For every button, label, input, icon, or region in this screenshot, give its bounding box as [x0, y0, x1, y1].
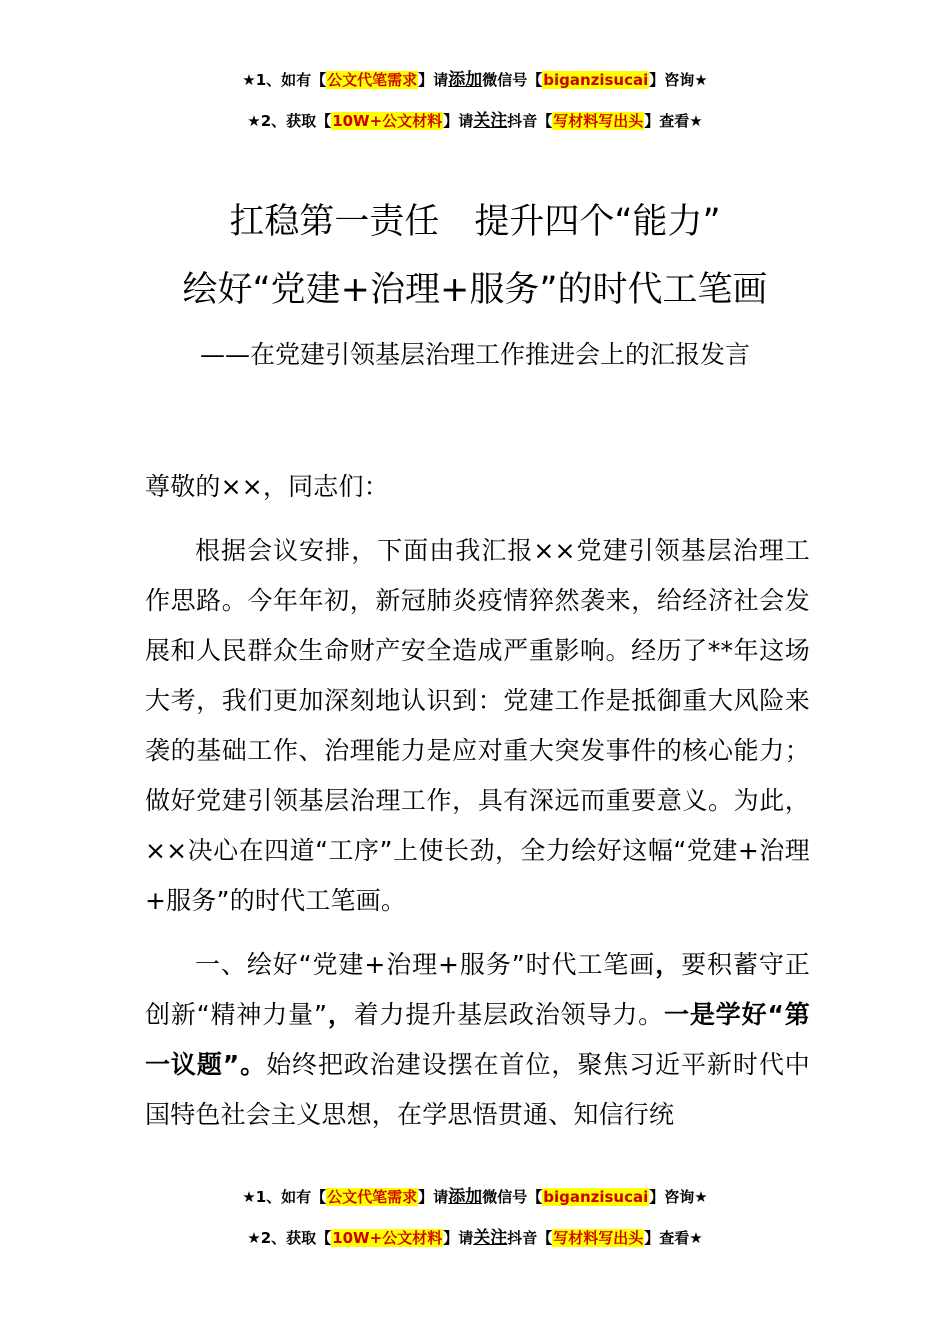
- bold-comma: ，: [327, 1000, 354, 1029]
- paragraph-2-text: 始终把政治建设摆在首位，聚焦习近平新时代中国特色社会主义思想，在学思悟贯通、知信行统: [145, 1050, 810, 1129]
- salutation: 尊敬的××，同志们：: [145, 472, 389, 501]
- banner-wechat-id: biganzisucai: [543, 1188, 649, 1206]
- bottom-banner-line-2: [0, 1228, 950, 1248]
- bold-point-1: 一是学好“第一议题”。: [145, 1000, 810, 1079]
- banner-text: 抖音【: [507, 1229, 553, 1247]
- banner-highlight: 公文代笔需求: [327, 71, 418, 89]
- banner-text: 】请: [418, 1188, 449, 1206]
- banner-highlight: 写材料写出头: [553, 112, 644, 130]
- banner-text: 】请: [418, 71, 449, 89]
- banner-highlight: 10W+公文材料: [332, 112, 443, 130]
- banner-text: 抖音【: [507, 112, 553, 130]
- banner-underline: 关注: [473, 1228, 508, 1248]
- document-title-line-1: 扛稳第一责任 提升四个“能力”: [229, 202, 721, 242]
- paragraph-2-text: 要积蓄守正创新“精神力量”: [145, 950, 810, 1029]
- banner-text: 微信号【: [482, 71, 543, 89]
- banner-text: 】咨询★: [649, 71, 708, 89]
- banner-text: ★2、获取【: [247, 1229, 332, 1247]
- banner-text: 】咨询★: [649, 1188, 708, 1206]
- document-subtitle: ——在党建引领基层治理工作推进会上的汇报发言: [199, 340, 750, 369]
- top-banner-line-2: [0, 111, 950, 131]
- banner-wechat-id: biganzisucai: [543, 71, 649, 89]
- banner-text: ★1、如有【: [242, 1188, 327, 1206]
- banner-highlight: 写材料写出头: [553, 1229, 644, 1247]
- banner-text: ★2、获取【: [247, 112, 332, 130]
- top-banner-line-1: [0, 70, 950, 90]
- paragraph-1: 根据会议安排，下面由我汇报××党建引领基层治理工作思路。今年年初，新冠肺炎疫情猝然袭来，给经济社会发展和人民群众生命财产安全造成严重影响。经历了**年这场大考，我们更加深刻地认识到：党建工作是抵御重大风险来袭的基础工作、治理能力是应对重大突发事件的核心能力；做好党建引领基层治理工作，具有深远而重要意义。为此，××决心在四道“工序”上使长劲，全力绘好这幅“党建+治理+服务”的时代工笔画。: [145, 536, 810, 915]
- banner-text: ★1、如有【: [242, 71, 327, 89]
- banner-text: 】请: [443, 112, 474, 130]
- banner-text: 】查看★: [644, 1229, 703, 1247]
- bold-comma: ，: [655, 950, 682, 979]
- banner-text: 】查看★: [644, 112, 703, 130]
- paragraph-2: [145, 940, 810, 1140]
- banner-highlight: 公文代笔需求: [327, 1188, 418, 1206]
- banner-text: 】请: [443, 1229, 474, 1247]
- document-body: [145, 462, 810, 1140]
- banner-text: 微信号【: [482, 1188, 543, 1206]
- banner-underline: 添加: [448, 70, 483, 90]
- banner-highlight: 10W+公文材料: [332, 1229, 443, 1247]
- paragraph-2-text: 着力提升基层政治领导力。: [353, 1000, 665, 1029]
- paragraph-2-text: 一、绘好“党建+治理+服务”时代工笔画: [195, 950, 656, 979]
- bottom-banner-line-1: [0, 1187, 950, 1207]
- document-title-line-2: 绘好“党建+治理+服务”的时代工笔画: [182, 270, 768, 310]
- banner-underline: 添加: [448, 1187, 483, 1207]
- banner-underline: 关注: [473, 111, 508, 131]
